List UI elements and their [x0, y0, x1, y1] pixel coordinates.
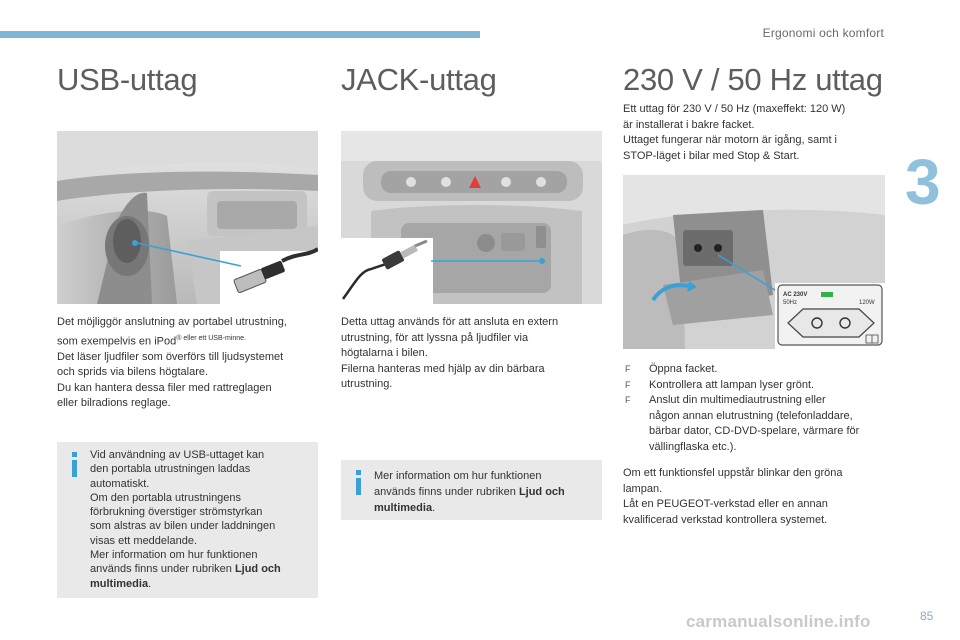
page-number: 85: [920, 609, 934, 623]
usb-info-box: [57, 442, 318, 598]
ac-outro-line: Om ett funktionsfel uppstår blinkar den gröna: [623, 467, 843, 479]
usb-info-line: automatiskt.: [90, 477, 150, 490]
jack-body: [341, 315, 606, 393]
usb-photo: [57, 131, 318, 304]
usb-body-line: eller bilradions reglage.: [57, 397, 171, 410]
usb-info-line: används finns under rubriken Ljud och: [90, 563, 281, 576]
usb-info-line: som alstras av bilen under laddningen: [90, 520, 276, 533]
section-header: Ergonomi och komfort: [762, 26, 884, 40]
ac-socket-illustration: [623, 175, 885, 349]
usb-info-line: förbrukning överstiger strömstyrkan: [90, 506, 263, 519]
ac-outro-line: kvalificerad verkstad kontrollera systemet.: [623, 513, 828, 526]
ac-step: F Kontrollera att lampan lyser grönt.: [623, 378, 893, 394]
jack-info-ref: Ljud och: [518, 486, 565, 498]
usb-body-line: som exempelvis en iPod$^{® eller ett USB-minne.}$: [57, 334, 246, 348]
usb-info-line: Om den portabla utrustningens: [90, 491, 242, 504]
green-lamp-icon: [821, 292, 833, 297]
ac-outro-line: Låt en PEUGEOT-verkstad eller en annan: [623, 498, 828, 510]
usb-info-line: den portabla utrustningen laddas: [90, 463, 251, 476]
top-accent-bar: [0, 31, 480, 38]
jack-body-line: utrustning, för att lyssna på ljudfiler via: [341, 331, 529, 344]
ac-outro: [623, 466, 893, 528]
ac-outro-line: lampan.: [623, 482, 663, 495]
usb-body: [57, 315, 327, 412]
usb-info-ref: Ljud och: [234, 563, 281, 576]
usb-console-illustration: [57, 131, 318, 304]
jack-console-illustration: [341, 131, 602, 304]
jack-title: JACK-uttag: [341, 62, 497, 97]
jack-info-box: [341, 460, 602, 520]
bullet-mark: F: [625, 395, 631, 405]
ac-power-label: 120W: [859, 300, 875, 306]
usb-info-line: visas ett meddelande.: [90, 534, 198, 547]
jack-info-line: Mer information om hur funktionen: [374, 470, 542, 482]
usb-info-line: multimedia.: [90, 577, 152, 590]
jack-body-line: Detta uttag används för att ansluta en extern: [341, 316, 559, 328]
jack-photo: [341, 131, 602, 304]
ac-step-continued: vällingflaska etc.).: [649, 440, 737, 453]
usb-title: USB-uttag: [57, 62, 198, 97]
chapter-number: 3: [905, 146, 941, 218]
jack-info-line: används finns under rubriken Ljud och: [374, 486, 565, 498]
ac-intro-line: är installerat i bakre facket.: [623, 118, 755, 131]
ac-step-continued: bärbar dator, CD-DVD-spelare, värmare för: [649, 425, 860, 437]
usb-body-line: och sprids via bilens högtalare.: [57, 366, 209, 379]
usb-info-line: Vid användning av USB-uttaget kan: [90, 449, 265, 461]
info-icon: [71, 452, 79, 476]
usb-info-ref: multimedia: [90, 577, 149, 590]
bullet-mark: F: [625, 379, 631, 390]
jack-info-ref: multimedia: [374, 502, 433, 514]
ac-step: F Öppna facket.: [623, 362, 893, 378]
ac-freq-label: 50Hz: [783, 300, 798, 306]
bullet-mark: F: [625, 364, 631, 374]
usb-body-line: Det möjliggör anslutning av portabel utrustning,: [57, 316, 287, 328]
jack-info-line: multimedia.: [374, 502, 436, 514]
ac-voltage-label: AC 230V: [783, 292, 808, 298]
ac-intro-line: Ett uttag för 230 V / 50 Hz (maxeffekt: 120 W): [623, 103, 846, 115]
ac-steps: [623, 362, 893, 455]
ac-intro-line: Uttaget fungerar när motorn är igång, samt i: [623, 134, 837, 146]
jack-body-line: utrustning.: [341, 378, 393, 390]
usb-info-line: Mer information om hur funktionen: [90, 549, 258, 562]
watermark: carmanualsonline.info: [686, 612, 871, 631]
ac-intro-line: STOP-läget i bilar med Stop & Start.: [623, 149, 800, 162]
ac-title: 230 V / 50 Hz uttag: [623, 62, 883, 97]
jack-body-line: Filerna hanteras med hjälp av din bärbara: [341, 362, 545, 375]
usb-body-line: Det läser ljudfiler som överförs till ljudsystemet: [57, 350, 284, 363]
usb-body-line: Du kan hantera dessa filer med rattreglagen: [57, 381, 272, 394]
ac-photo: [623, 175, 885, 349]
ac-step: F Anslut din multimediautrustning eller: [623, 393, 893, 409]
jack-body-line: högtalarna i bilen.: [341, 347, 428, 359]
info-icon: [355, 470, 363, 494]
ac-intro: [623, 102, 893, 164]
ac-step-continued: någon annan elutrustning (telefonladdare,: [649, 409, 853, 422]
